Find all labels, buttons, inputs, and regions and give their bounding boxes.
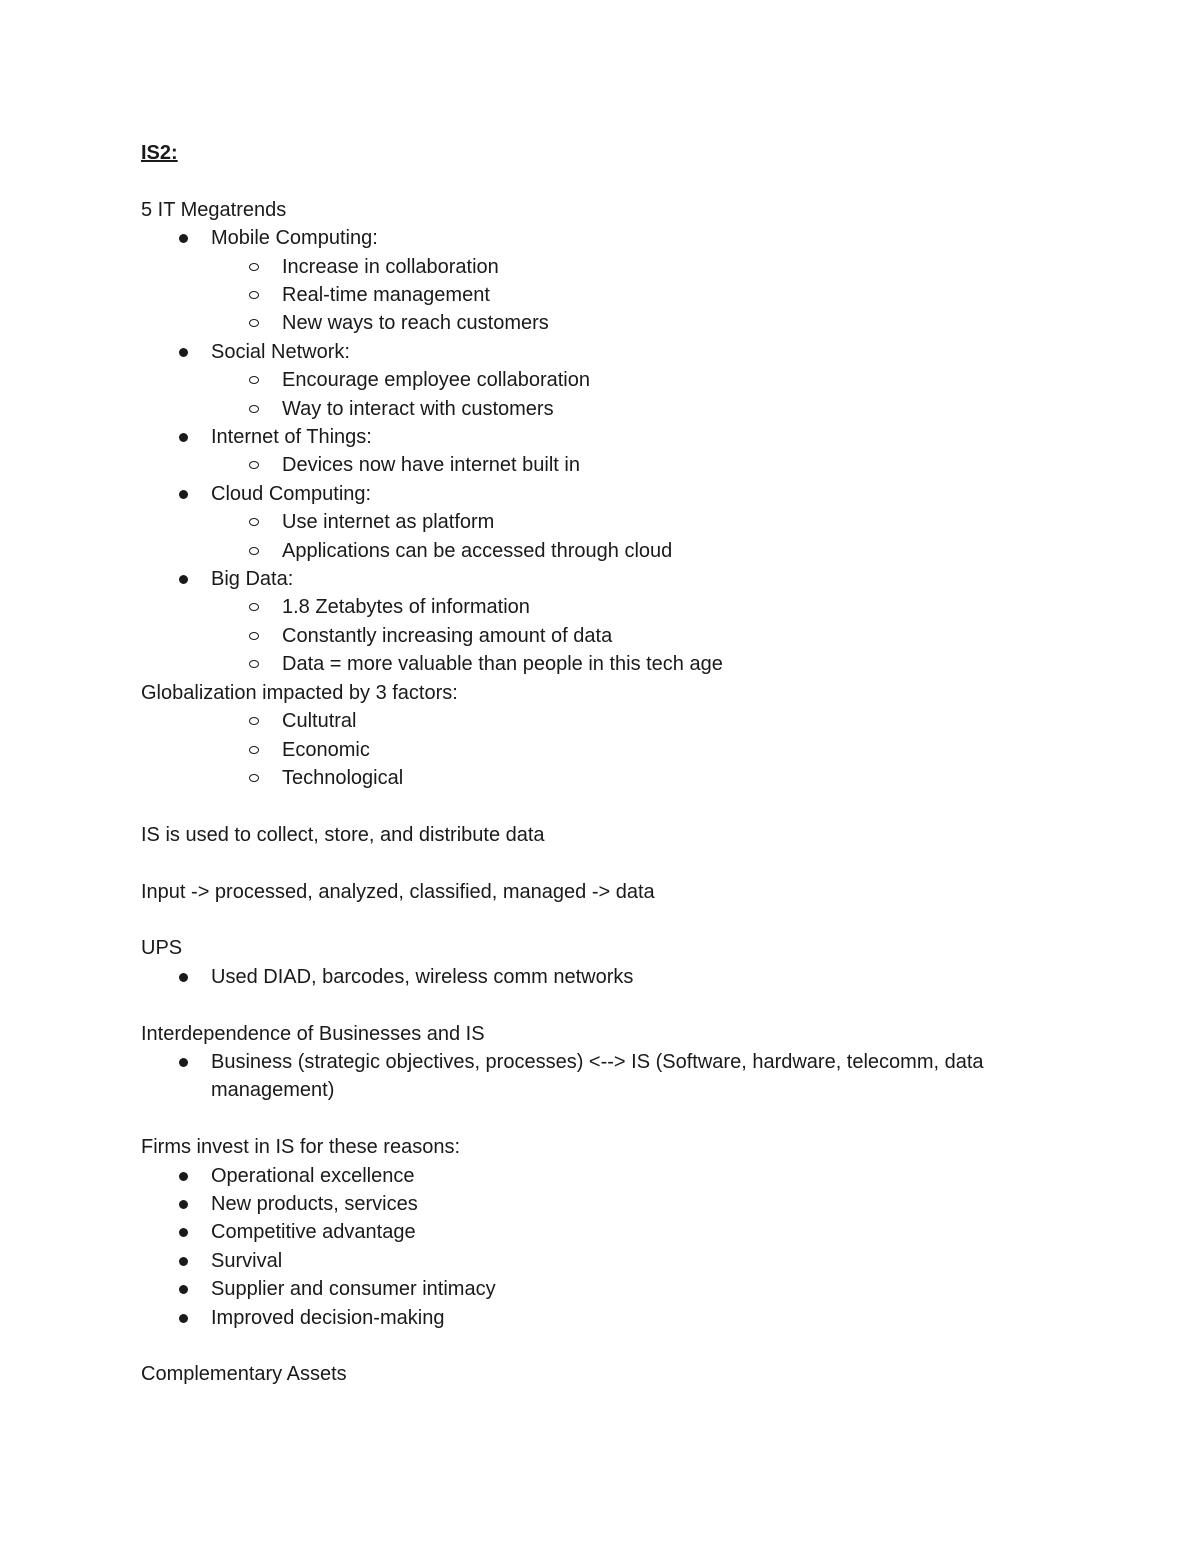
hollow-bullet-icon bbox=[249, 746, 259, 754]
bullet-icon bbox=[179, 234, 188, 243]
bullet-icon bbox=[179, 433, 188, 442]
list-item bbox=[141, 1162, 1061, 1190]
bullet-icon bbox=[179, 1314, 188, 1323]
sub-list-item bbox=[141, 508, 1061, 536]
sub-list-item bbox=[141, 451, 1061, 479]
blank-line bbox=[141, 792, 1061, 820]
list-item-label: Operational excellence bbox=[211, 1164, 415, 1187]
sub-list-item-label: New ways to reach customers bbox=[282, 312, 549, 335]
list-item bbox=[141, 480, 1061, 508]
list-item-label: New products, services bbox=[211, 1192, 418, 1215]
list-item bbox=[141, 1190, 1061, 1218]
list-item bbox=[141, 1218, 1061, 1246]
hollow-bullet-icon bbox=[249, 774, 259, 782]
sub-list-item bbox=[141, 281, 1061, 309]
blank-line bbox=[141, 1105, 1061, 1133]
sub-list-item-label: Technological bbox=[282, 766, 404, 789]
hollow-bullet-icon bbox=[249, 717, 259, 725]
list-item-label: Mobile Computing: bbox=[211, 227, 378, 250]
blank-line bbox=[141, 1332, 1061, 1360]
sub-list-item-label: Economic bbox=[282, 738, 370, 761]
sub-list-item bbox=[141, 366, 1061, 394]
sub-list-item-label: 1.8 Zetabytes of information bbox=[282, 596, 530, 619]
bullet-icon bbox=[179, 1228, 188, 1237]
list-item bbox=[141, 963, 1061, 991]
hollow-bullet-icon bbox=[249, 319, 259, 327]
sub-list-item bbox=[141, 537, 1061, 565]
sub-list-item-label: Constantly increasing amount of data bbox=[282, 624, 613, 647]
document-title: IS2: bbox=[141, 142, 178, 164]
hollow-bullet-icon bbox=[249, 405, 259, 413]
hollow-bullet-icon bbox=[249, 461, 259, 469]
list-item-label: Supplier and consumer intimacy bbox=[211, 1278, 496, 1301]
globalization-heading: Globalization impacted by 3 factors: bbox=[141, 681, 458, 704]
list-item-label: Competitive advantage bbox=[211, 1221, 416, 1244]
list-item bbox=[141, 1304, 1061, 1332]
bullet-icon bbox=[179, 1257, 188, 1266]
sub-list-item-label: Devices now have internet built in bbox=[282, 454, 580, 477]
sub-list-item bbox=[141, 622, 1061, 650]
sub-list-item bbox=[141, 707, 1061, 735]
bullet-icon bbox=[179, 348, 188, 357]
hollow-bullet-icon bbox=[249, 632, 259, 640]
sub-list-item bbox=[141, 764, 1061, 792]
sub-list-item-label: Data = more valuable than people in this tech age bbox=[282, 653, 723, 676]
blank-line bbox=[141, 991, 1061, 1019]
list-item-label: Survival bbox=[211, 1249, 283, 1272]
document-page bbox=[141, 139, 1061, 1389]
list-item bbox=[141, 1247, 1061, 1275]
sub-list-item-label: Real-time management bbox=[282, 284, 490, 306]
list-item-label: Used DIAD, barcodes, wireless comm networks bbox=[211, 965, 634, 988]
list-item bbox=[141, 1275, 1061, 1303]
blank-line bbox=[141, 849, 1061, 877]
list-item bbox=[141, 423, 1061, 451]
sub-list-item bbox=[141, 395, 1061, 423]
sub-list-item-label: Applications can be accessed through cloud bbox=[282, 539, 673, 562]
blank-line bbox=[141, 906, 1061, 934]
hollow-bullet-icon bbox=[249, 376, 259, 384]
is-used-line: IS is used to collect, store, and distribute data bbox=[141, 823, 545, 846]
list-item-label: Improved decision-making bbox=[211, 1306, 445, 1329]
sub-list-item-label: Way to interact with customers bbox=[282, 397, 554, 420]
sub-list-item bbox=[141, 253, 1061, 281]
list-item bbox=[141, 565, 1061, 593]
hollow-bullet-icon bbox=[249, 603, 259, 611]
hollow-bullet-icon bbox=[249, 263, 259, 271]
list-item-label: Business (strategic objectives, processes) <--> IS (Software, hardware, telecomm, data management) bbox=[211, 1050, 984, 1102]
bullet-icon bbox=[179, 1058, 188, 1067]
list-item-label: Internet of Things: bbox=[211, 426, 372, 449]
sub-list-item bbox=[141, 309, 1061, 337]
list-item bbox=[141, 338, 1061, 366]
bullet-icon bbox=[179, 973, 188, 982]
bullet-icon bbox=[179, 1200, 188, 1209]
sub-list-item-label: Use internet as platform bbox=[282, 511, 495, 534]
complementary-heading: Complementary Assets bbox=[141, 1363, 347, 1386]
ups-heading: UPS bbox=[141, 937, 183, 960]
sub-list-item-label: Cultutral bbox=[282, 710, 357, 733]
bullet-icon bbox=[179, 1285, 188, 1294]
list-item-label: Big Data: bbox=[211, 568, 294, 591]
megatrends-heading: 5 IT Megatrends bbox=[141, 198, 287, 221]
bullet-icon bbox=[179, 490, 188, 499]
input-line: Input -> processed, analyzed, classified, managed -> data bbox=[141, 880, 655, 903]
sub-list-item bbox=[141, 593, 1061, 621]
interdependence-heading: Interdependence of Businesses and IS bbox=[141, 1022, 485, 1045]
list-item-label: Social Network: bbox=[211, 340, 350, 363]
hollow-bullet-icon bbox=[249, 547, 259, 555]
bullet-icon bbox=[179, 575, 188, 584]
sub-list-item bbox=[141, 736, 1061, 764]
list-item bbox=[141, 1048, 1061, 1105]
bullet-icon bbox=[179, 1172, 188, 1181]
blank-line bbox=[141, 167, 1061, 195]
hollow-bullet-icon bbox=[249, 660, 259, 668]
sub-list-item bbox=[141, 650, 1061, 678]
hollow-bullet-icon bbox=[249, 518, 259, 526]
hollow-bullet-icon bbox=[249, 291, 259, 299]
invest-heading: Firms invest in IS for these reasons: bbox=[141, 1136, 461, 1159]
sub-list-item-label: Increase in collaboration bbox=[282, 255, 499, 278]
sub-list-item-label: Encourage employee collaboration bbox=[282, 369, 590, 392]
list-item-label: Cloud Computing: bbox=[211, 482, 372, 505]
list-item bbox=[141, 224, 1061, 252]
